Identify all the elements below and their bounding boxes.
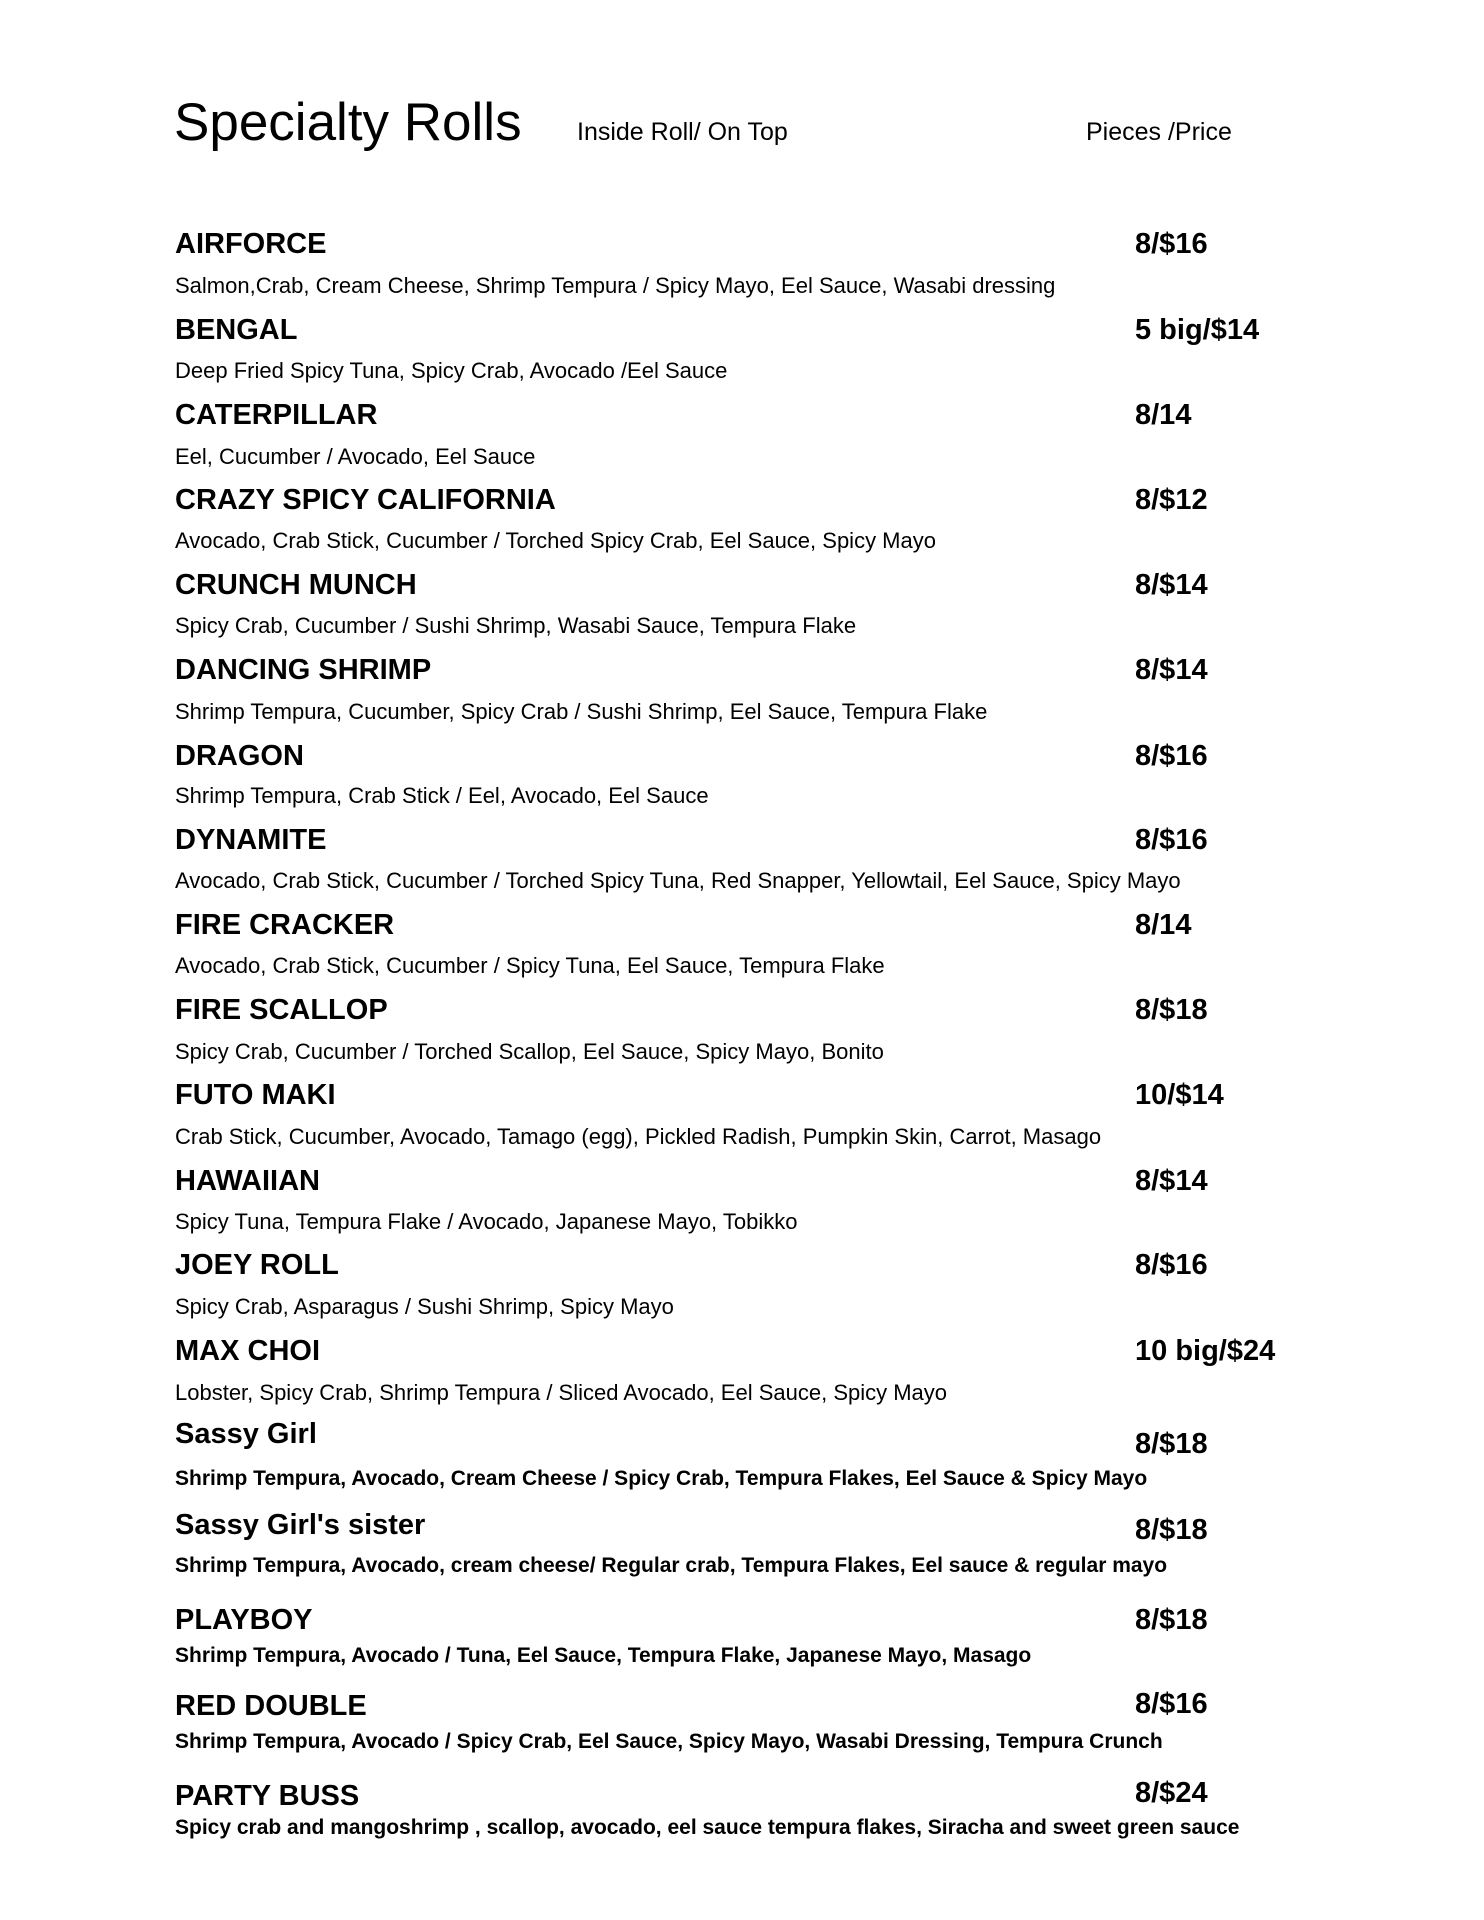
- roll-description: Spicy Crab, Cucumber / Sushi Shrimp, Wasabi Sauce, Tempura Flake: [175, 613, 857, 638]
- roll-description: Shrimp Tempura, Avocado / Tuna, Eel Sauce, Tempura Flake, Japanese Mayo, Masago: [175, 1644, 1032, 1667]
- roll-price: 8/$16: [1135, 1249, 1208, 1281]
- roll-description: Avocado, Crab Stick, Cucumber / Spicy Tuna, Eel Sauce, Tempura Flake: [175, 953, 885, 978]
- roll-description: Spicy Tuna, Tempura Flake / Avocado, Japanese Mayo, Tobikko: [175, 1209, 798, 1234]
- roll-description: Shrimp Tempura, Avocado, Cream Cheese / Spicy Crab, Tempura Flakes, Eel Sauce & Spicy Mayo: [175, 1467, 1148, 1490]
- roll-price: 10/$14: [1135, 1079, 1224, 1111]
- page-title: Specialty Rolls: [174, 93, 522, 152]
- roll-price: 8/14: [1135, 909, 1192, 941]
- roll-description: Avocado, Crab Stick, Cucumber / Torched Spicy Tuna, Red Snapper, Yellowtail, Eel Sauce, Spicy Mayo: [175, 868, 1181, 893]
- pieces-price-header: Pieces /Price: [1086, 118, 1232, 146]
- roll-price: 5 big/$14: [1135, 314, 1260, 346]
- roll-name: JOEY ROLL: [175, 1249, 339, 1281]
- roll-price: 10 big/$24: [1135, 1335, 1276, 1367]
- roll-price: 8/$14: [1135, 654, 1208, 686]
- roll-name: DYNAMITE: [175, 824, 327, 856]
- roll-name: HAWAIIAN: [175, 1165, 320, 1197]
- roll-name: CRUNCH MUNCH: [175, 569, 417, 601]
- roll-price: 8/$14: [1135, 1165, 1208, 1197]
- roll-price: 8/$18: [1135, 1604, 1208, 1636]
- roll-description: Shrimp Tempura, Avocado, cream cheese/ Regular crab, Tempura Flakes, Eel sauce & regular mayo: [175, 1554, 1168, 1577]
- roll-price: 8/$18: [1135, 1514, 1208, 1546]
- roll-name: FIRE SCALLOP: [175, 994, 388, 1026]
- roll-name: FIRE CRACKER: [175, 909, 395, 941]
- roll-name: CRAZY SPICY CALIFORNIA: [175, 484, 556, 516]
- roll-description: Deep Fried Spicy Tuna, Spicy Crab, Avocado /Eel Sauce: [175, 358, 728, 383]
- roll-description: Avocado, Crab Stick, Cucumber / Torched Spicy Crab, Eel Sauce, Spicy Mayo: [175, 528, 936, 553]
- roll-name: PLAYBOY: [175, 1604, 313, 1636]
- roll-name: FUTO MAKI: [175, 1079, 336, 1111]
- roll-price: 8/$16: [1135, 740, 1208, 772]
- roll-description: Salmon,Crab, Cream Cheese, Shrimp Tempura / Spicy Mayo, Eel Sauce, Wasabi dressing: [175, 273, 1056, 298]
- roll-name: Sassy Girl: [175, 1418, 317, 1450]
- roll-name: DRAGON: [175, 740, 304, 772]
- roll-price: 8/$14: [1135, 569, 1208, 601]
- roll-name: Sassy Girl's sister: [175, 1509, 426, 1541]
- roll-name: AIRFORCE: [175, 228, 327, 260]
- roll-name: CATERPILLAR: [175, 399, 378, 431]
- roll-price: 8/$16: [1135, 824, 1208, 856]
- roll-price: 8/$18: [1135, 994, 1208, 1026]
- inside-on-top-header: Inside Roll/ On Top: [577, 118, 788, 146]
- roll-name: RED DOUBLE: [175, 1690, 367, 1722]
- roll-name: DANCING SHRIMP: [175, 654, 432, 686]
- roll-description: Lobster, Spicy Crab, Shrimp Tempura / Sliced Avocado, Eel Sauce, Spicy Mayo: [175, 1380, 948, 1405]
- roll-price: 8/$12: [1135, 484, 1208, 516]
- roll-name: BENGAL: [175, 314, 298, 346]
- roll-description: Spicy Crab, Asparagus / Sushi Shrimp, Spicy Mayo: [175, 1294, 674, 1319]
- roll-price: 8/$18: [1135, 1428, 1208, 1460]
- roll-name: PARTY BUSS: [175, 1780, 360, 1812]
- roll-description: Spicy crab and mangoshrimp , scallop, avocado, eel sauce tempura flakes, Siracha and sweet green sauce: [175, 1816, 1240, 1839]
- roll-description: Spicy Crab, Cucumber / Torched Scallop, Eel Sauce, Spicy Mayo, Bonito: [175, 1039, 884, 1064]
- roll-price: 8/$16: [1135, 228, 1208, 260]
- roll-description: Shrimp Tempura, Cucumber, Spicy Crab / Sushi Shrimp, Eel Sauce, Tempura Flake: [175, 699, 988, 724]
- roll-price: 8/14: [1135, 399, 1192, 431]
- roll-description: Shrimp Tempura, Avocado / Spicy Crab, Eel Sauce, Spicy Mayo, Wasabi Dressing, Tempura Crunch: [175, 1730, 1163, 1753]
- roll-name: MAX CHOI: [175, 1335, 320, 1367]
- roll-description: Crab Stick, Cucumber, Avocado, Tamago (egg), Pickled Radish, Pumpkin Skin, Carrot, Masago: [175, 1124, 1102, 1149]
- roll-description: Shrimp Tempura, Crab Stick / Eel, Avocado, Eel Sauce: [175, 783, 709, 808]
- roll-price: 8/$24: [1135, 1777, 1208, 1809]
- roll-price: 8/$16: [1135, 1688, 1208, 1720]
- roll-description: Eel, Cucumber / Avocado, Eel Sauce: [175, 444, 536, 469]
